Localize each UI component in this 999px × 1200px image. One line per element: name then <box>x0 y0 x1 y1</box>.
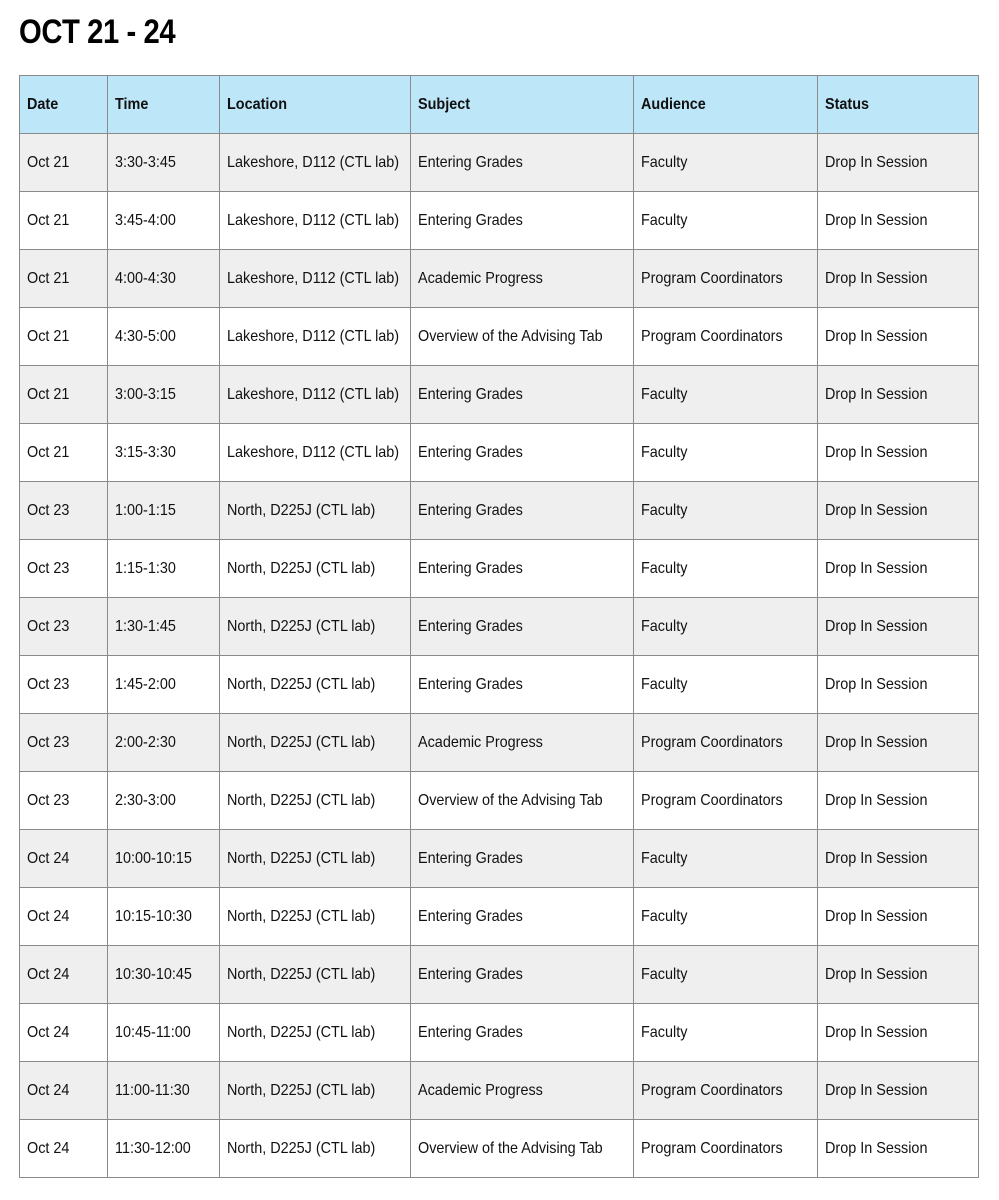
table-row <box>20 598 979 656</box>
date-cell: Oct 21 <box>20 192 108 250</box>
subject-cell: Entering Grades <box>411 424 634 482</box>
subject-cell: Overview of the Advising Tab <box>411 772 634 830</box>
date-cell: Oct 23 <box>20 714 108 772</box>
table-row <box>20 1062 979 1120</box>
column-header-audience: Audience <box>634 76 818 134</box>
audience-cell: Faculty <box>634 134 818 192</box>
location-cell: North, D225J (CTL lab) <box>220 946 411 1004</box>
audience-cell: Faculty <box>634 366 818 424</box>
status-cell: Drop In Session <box>818 192 979 250</box>
date-cell: Oct 23 <box>20 772 108 830</box>
status-cell: Drop In Session <box>818 888 979 946</box>
status-cell: Drop In Session <box>818 1062 979 1120</box>
location-cell: North, D225J (CTL lab) <box>220 772 411 830</box>
audience-cell: Program Coordinators <box>634 250 818 308</box>
location-cell: North, D225J (CTL lab) <box>220 1004 411 1062</box>
subject-cell: Entering Grades <box>411 946 634 1004</box>
table-row <box>20 250 979 308</box>
location-cell: North, D225J (CTL lab) <box>220 540 411 598</box>
audience-cell: Program Coordinators <box>634 772 818 830</box>
table-row <box>20 714 979 772</box>
audience-cell: Faculty <box>634 424 818 482</box>
audience-cell: Program Coordinators <box>634 714 818 772</box>
column-header-date: Date <box>20 76 108 134</box>
location-cell: North, D225J (CTL lab) <box>220 830 411 888</box>
audience-cell: Faculty <box>634 540 818 598</box>
audience-cell: Faculty <box>634 1004 818 1062</box>
time-cell: 4:30-5:00 <box>108 308 220 366</box>
table-row <box>20 888 979 946</box>
time-cell: 10:15-10:30 <box>108 888 220 946</box>
status-cell: Drop In Session <box>818 1120 979 1178</box>
table-row <box>20 424 979 482</box>
subject-cell: Overview of the Advising Tab <box>411 1120 634 1178</box>
date-cell: Oct 24 <box>20 1062 108 1120</box>
subject-cell: Overview of the Advising Tab <box>411 308 634 366</box>
schedule-table <box>19 75 979 1178</box>
subject-cell: Entering Grades <box>411 540 634 598</box>
time-cell: 1:30-1:45 <box>108 598 220 656</box>
table-row <box>20 366 979 424</box>
status-cell: Drop In Session <box>818 424 979 482</box>
time-cell: 2:30-3:00 <box>108 772 220 830</box>
date-cell: Oct 21 <box>20 250 108 308</box>
table-row <box>20 830 979 888</box>
date-cell: Oct 21 <box>20 424 108 482</box>
time-cell: 4:00-4:30 <box>108 250 220 308</box>
time-cell: 10:45-11:00 <box>108 1004 220 1062</box>
audience-cell: Faculty <box>634 656 818 714</box>
location-cell: North, D225J (CTL lab) <box>220 656 411 714</box>
date-cell: Oct 23 <box>20 598 108 656</box>
table-row <box>20 134 979 192</box>
column-header-subject: Subject <box>411 76 634 134</box>
date-cell: Oct 24 <box>20 830 108 888</box>
status-cell: Drop In Session <box>818 482 979 540</box>
status-cell: Drop In Session <box>818 656 979 714</box>
location-cell: Lakeshore, D112 (CTL lab) <box>220 192 411 250</box>
status-cell: Drop In Session <box>818 830 979 888</box>
location-cell: North, D225J (CTL lab) <box>220 714 411 772</box>
time-cell: 11:30-12:00 <box>108 1120 220 1178</box>
table-row <box>20 772 979 830</box>
audience-cell: Program Coordinators <box>634 1062 818 1120</box>
time-cell: 3:30-3:45 <box>108 134 220 192</box>
time-cell: 1:15-1:30 <box>108 540 220 598</box>
time-cell: 3:45-4:00 <box>108 192 220 250</box>
location-cell: North, D225J (CTL lab) <box>220 1062 411 1120</box>
audience-cell: Faculty <box>634 888 818 946</box>
date-cell: Oct 24 <box>20 888 108 946</box>
status-cell: Drop In Session <box>818 598 979 656</box>
subject-cell: Entering Grades <box>411 656 634 714</box>
subject-cell: Entering Grades <box>411 366 634 424</box>
date-cell: Oct 24 <box>20 946 108 1004</box>
audience-cell: Faculty <box>634 482 818 540</box>
location-cell: Lakeshore, D112 (CTL lab) <box>220 250 411 308</box>
status-cell: Drop In Session <box>818 308 979 366</box>
subject-cell: Entering Grades <box>411 192 634 250</box>
subject-cell: Entering Grades <box>411 482 634 540</box>
status-cell: Drop In Session <box>818 366 979 424</box>
status-cell: Drop In Session <box>818 1004 979 1062</box>
table-row <box>20 1120 979 1178</box>
audience-cell: Faculty <box>634 830 818 888</box>
location-cell: Lakeshore, D112 (CTL lab) <box>220 424 411 482</box>
table-row <box>20 656 979 714</box>
subject-cell: Academic Progress <box>411 250 634 308</box>
status-cell: Drop In Session <box>818 540 979 598</box>
date-cell: Oct 24 <box>20 1004 108 1062</box>
location-cell: Lakeshore, D112 (CTL lab) <box>220 134 411 192</box>
column-header-status: Status <box>818 76 979 134</box>
time-cell: 2:00-2:30 <box>108 714 220 772</box>
date-cell: Oct 21 <box>20 134 108 192</box>
table-header-row <box>20 76 979 134</box>
audience-cell: Faculty <box>634 598 818 656</box>
audience-cell: Faculty <box>634 946 818 1004</box>
date-cell: Oct 21 <box>20 308 108 366</box>
subject-cell: Academic Progress <box>411 1062 634 1120</box>
time-cell: 3:15-3:30 <box>108 424 220 482</box>
column-header-time: Time <box>108 76 220 134</box>
subject-cell: Entering Grades <box>411 598 634 656</box>
location-cell: North, D225J (CTL lab) <box>220 482 411 540</box>
location-cell: Lakeshore, D112 (CTL lab) <box>220 366 411 424</box>
table-row <box>20 540 979 598</box>
time-cell: 1:45-2:00 <box>108 656 220 714</box>
date-cell: Oct 21 <box>20 366 108 424</box>
time-cell: 3:00-3:15 <box>108 366 220 424</box>
status-cell: Drop In Session <box>818 714 979 772</box>
time-cell: 10:30-10:45 <box>108 946 220 1004</box>
audience-cell: Program Coordinators <box>634 1120 818 1178</box>
subject-cell: Entering Grades <box>411 830 634 888</box>
table-body <box>20 134 979 1178</box>
subject-cell: Entering Grades <box>411 888 634 946</box>
table-row <box>20 1004 979 1062</box>
subject-cell: Academic Progress <box>411 714 634 772</box>
location-cell: North, D225J (CTL lab) <box>220 1120 411 1178</box>
subject-cell: Entering Grades <box>411 1004 634 1062</box>
date-cell: Oct 23 <box>20 540 108 598</box>
date-cell: Oct 23 <box>20 656 108 714</box>
table-row <box>20 946 979 1004</box>
table-row <box>20 482 979 540</box>
table-row <box>20 308 979 366</box>
subject-cell: Entering Grades <box>411 134 634 192</box>
time-cell: 11:00-11:30 <box>108 1062 220 1120</box>
date-cell: Oct 24 <box>20 1120 108 1178</box>
date-cell: Oct 23 <box>20 482 108 540</box>
status-cell: Drop In Session <box>818 946 979 1004</box>
audience-cell: Program Coordinators <box>634 308 818 366</box>
status-cell: Drop In Session <box>818 134 979 192</box>
page-title: OCT 21 - 24 <box>19 13 176 51</box>
column-header-location: Location <box>220 76 411 134</box>
status-cell: Drop In Session <box>818 772 979 830</box>
location-cell: Lakeshore, D112 (CTL lab) <box>220 308 411 366</box>
table-row <box>20 192 979 250</box>
time-cell: 10:00-10:15 <box>108 830 220 888</box>
status-cell: Drop In Session <box>818 250 979 308</box>
location-cell: North, D225J (CTL lab) <box>220 598 411 656</box>
location-cell: North, D225J (CTL lab) <box>220 888 411 946</box>
time-cell: 1:00-1:15 <box>108 482 220 540</box>
audience-cell: Faculty <box>634 192 818 250</box>
